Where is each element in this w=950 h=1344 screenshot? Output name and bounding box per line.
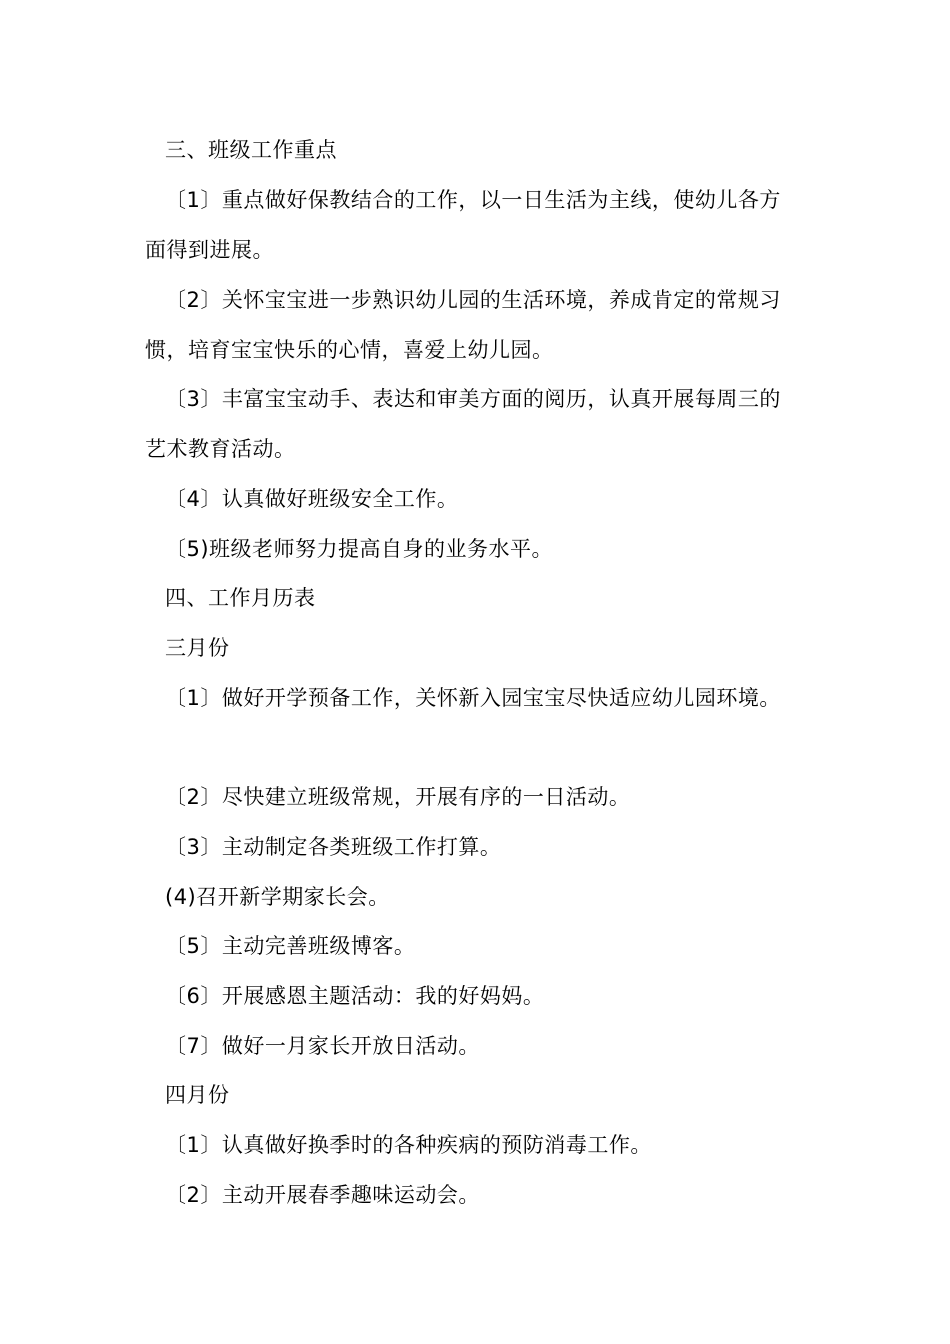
list-item-text: (4)召开新学期家长会。 xyxy=(165,885,390,909)
month-heading: 四月份 xyxy=(165,1083,230,1107)
list-item-text: 〔5〕主动完善班级博客。 xyxy=(165,934,416,958)
list-item-text: 〔2〕关怀宝宝进一步熟识幼儿园的生活环境，养成肯定的常规习 xyxy=(165,288,781,312)
list-item-text: 〔1〕做好开学预备工作，关怀新入园宝宝尽快适应幼儿园环境。 xyxy=(165,686,781,710)
list-item-text: 〔5)班级老师努力提高自身的业务水平。 xyxy=(165,537,554,561)
list-item-text: 艺术教育活动。 xyxy=(145,437,296,461)
list-item-text: 〔4〕认真做好班级安全工作。 xyxy=(165,487,459,511)
section-heading: 三、班级工作重点 xyxy=(165,138,337,162)
list-item-text: 〔2〕尽快建立班级常规，开展有序的一日活动。 xyxy=(165,785,631,809)
list-item-text: 惯，培育宝宝快乐的心情，喜爱上幼儿园。 xyxy=(145,338,554,362)
list-item-text: 〔1〕认真做好换季时的各种疾病的预防消毒工作。 xyxy=(165,1133,652,1157)
list-item-text: 〔3〕丰富宝宝动手、表达和审美方面的阅历，认真开展每周三的 xyxy=(165,387,781,411)
month-heading: 三月份 xyxy=(165,636,230,660)
list-item-text: 〔1〕重点做好保教结合的工作，以一日生活为主线，使幼儿各方 xyxy=(165,188,781,212)
list-item-text: 面得到进展。 xyxy=(145,238,274,262)
list-item-text: 〔3〕主动制定各类班级工作打算。 xyxy=(165,835,502,859)
section-heading: 四、工作月历表 xyxy=(165,586,316,610)
list-item-text: 〔6〕开展感恩主题活动：我的好妈妈。 xyxy=(165,984,545,1008)
list-item-text: 〔7〕做好一月家长开放日活动。 xyxy=(165,1034,480,1058)
list-item-text: 〔2〕主动开展春季趣味运动会。 xyxy=(165,1183,480,1207)
